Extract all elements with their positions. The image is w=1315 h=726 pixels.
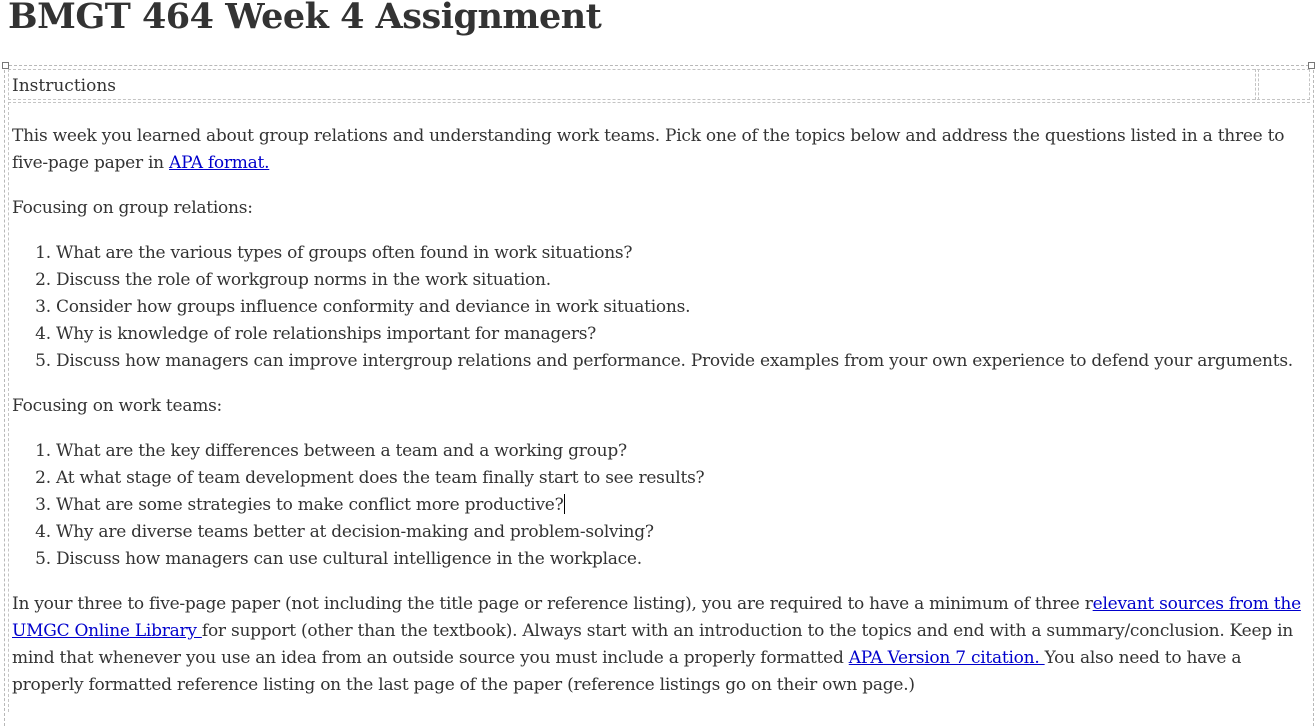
table-cell-divider bbox=[1258, 69, 1259, 100]
list-item: 4. Why is knowledge of role relationships important for managers? bbox=[56, 321, 1302, 348]
group-relations-heading: Focusing on group relations: bbox=[12, 198, 253, 218]
apa-citation-link[interactable]: APA Version 7 citation. bbox=[848, 648, 1045, 668]
apa-format-link[interactable]: APA format. bbox=[169, 153, 270, 173]
list-item: 2. At what stage of team development does the team finally start to see results? bbox=[56, 465, 1302, 492]
closing-text: You also need to have a properly formatted reference listing on the last page of the paper (reference listings go on their own page.) bbox=[12, 648, 1242, 695]
instructions-content[interactable] bbox=[12, 123, 1302, 717]
list-item: 2. Discuss the role of workgroup norms in the work situation. bbox=[56, 267, 1302, 294]
work-teams-list bbox=[12, 438, 1302, 573]
closing-paragraph bbox=[12, 591, 1302, 699]
page-title: BMGT 464 Week 4 Assignment bbox=[8, 0, 602, 37]
instructions-label: Instructions bbox=[12, 76, 116, 96]
closing-text: In your three to five-page paper (not including the title page or reference listing), you are required to have a minimum of three r bbox=[12, 594, 1093, 614]
list-item: 5. Discuss how managers can use cultural intelligence in the workplace. bbox=[56, 546, 1302, 573]
resize-handle-top-right[interactable] bbox=[1308, 62, 1315, 69]
list-item: 1. What are the various types of groups often found in work situations? bbox=[56, 240, 1302, 267]
closing-text: for support (other than the textbook). Always start with an introduction to the topics and end with a summary/conclusion. Keep in mind that whenever you use an idea from an outside source you must include a properly formatted bbox=[12, 621, 1293, 668]
intro-text: This week you learned about group relations and understanding work teams. Pick one of the topics below and address the questions listed in a three to five-page paper in bbox=[12, 126, 1285, 173]
group-relations-list bbox=[12, 240, 1302, 375]
umgc-library-link[interactable]: elevant sources from the UMGC Online Library bbox=[12, 594, 1301, 641]
list-item bbox=[56, 492, 1302, 519]
table-cell-divider bbox=[8, 102, 9, 712]
list-item: 4. Why are diverse teams better at decision-making and problem-solving? bbox=[56, 519, 1302, 546]
intro-paragraph bbox=[12, 123, 1302, 177]
table-cell-divider bbox=[8, 102, 1310, 103]
work-teams-heading: Focusing on work teams: bbox=[12, 396, 223, 416]
list-item: 1. What are the key differences between a team and a working group? bbox=[56, 438, 1302, 465]
resize-handle-top-left[interactable] bbox=[2, 62, 9, 69]
instructions-table-row bbox=[8, 69, 1310, 100]
list-item: 5. Discuss how managers can improve intergroup relations and performance. Provide examples from your own experience to defend your arguments. bbox=[56, 348, 1302, 375]
table-cell-divider bbox=[1255, 69, 1256, 100]
list-item-text: What are some strategies to make conflict more productive? bbox=[56, 495, 564, 515]
text-caret bbox=[564, 494, 565, 514]
list-item: 3. Consider how groups influence conformity and deviance in work situations. bbox=[56, 294, 1302, 321]
